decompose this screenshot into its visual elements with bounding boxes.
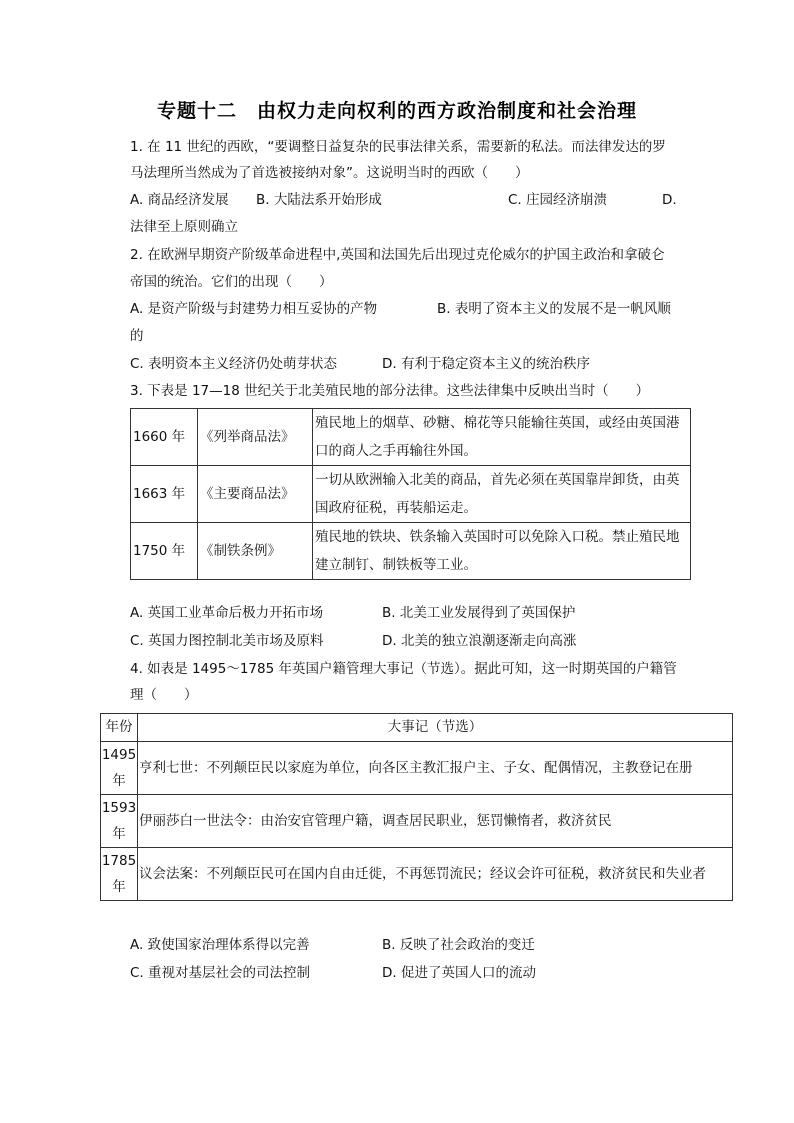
q2-stem-line2: 帝国的统治。它们的出现（ ）: [130, 274, 333, 290]
q3-law-table: [130, 408, 691, 580]
q4-option-b[interactable]: B. 反映了社会政治的变迁: [382, 937, 535, 953]
q3-option-a[interactable]: A. 英国工业革命后极力开拓市场: [130, 605, 324, 621]
q4-option-c[interactable]: C. 重视对基层社会的司法控制: [130, 965, 311, 981]
q2-stem-line1: 2. 在欧洲早期资产阶级革命进程中,英国和法国先后出现过克伦威尔的护国主政治和拿破仑: [130, 247, 665, 263]
table-row: [131, 523, 691, 580]
q2-option-b[interactable]: B. 表明了资本主义的发展不是一帆风顺: [437, 301, 671, 317]
q4-stem-line1: 4. 如表是 1495～1785 年英国户籍管理大事记（节选）。据此可知，这一时期英国的户籍管: [130, 661, 677, 677]
event-text: 伊丽莎白一世法令：由治安官管理户籍，调查居民职业，惩罚懒惰者，救济贫民: [138, 795, 733, 848]
law-content: 殖民地上的烟草、砂糖、棉花等只能输往英国，或经由英国港 口的商人之手再输往外国。: [313, 409, 691, 466]
q4-stem-line2: 理（ ）: [130, 687, 198, 703]
q2-option-c[interactable]: C. 表明资本主义经济仍处萌芽状态: [130, 356, 338, 372]
q3-option-c[interactable]: C. 英国力图控制北美市场及原料: [130, 633, 324, 649]
law-year: 1660 年: [131, 409, 198, 466]
q2-option-b-cont[interactable]: 的: [130, 328, 144, 344]
q4-option-d[interactable]: D. 促进了英国人口的流动: [382, 965, 536, 981]
q1-option-c[interactable]: C. 庄园经济崩溃: [508, 192, 608, 208]
law-year: 1750 年: [131, 523, 198, 580]
q1-option-d[interactable]: D.: [662, 192, 677, 208]
q1-stem-line1: 1. 在 11 世纪的西欧，“要调整日益复杂的民事法律关系，需要新的私法。而法律发达的罗: [130, 139, 666, 155]
table-row: [131, 409, 691, 466]
event-text: 议会法案：不列颠臣民可在国内自由迁徙，不再惩罚流民；经议会许可征税，救济贫民和失业者: [138, 848, 733, 901]
law-year: 1663 年: [131, 466, 198, 523]
q3-stem: 3. 下表是 17—18 世纪关于北美殖民地的部分法律。这些法律集中反映出当时（ ）: [130, 383, 650, 399]
law-name: 《制铁条例》: [198, 523, 313, 580]
header-event: 大事记（节选）: [138, 714, 733, 742]
table-row: [131, 466, 691, 523]
q2-option-a[interactable]: A. 是资产阶级与封建势力相互妥协的产物: [130, 301, 378, 317]
event-year: 1785 年: [101, 848, 138, 901]
q1-option-b[interactable]: B. 大陆法系开始形成: [256, 192, 382, 208]
q1-option-d-text[interactable]: 法律至上原则确立: [130, 219, 238, 235]
event-text: 亨利七世：不列颠臣民以家庭为单位，向各区主教汇报户主、子女、配偶情况，主教登记在册: [138, 742, 733, 795]
q3-option-d[interactable]: D. 北美的独立浪潮逐渐走向高涨: [382, 633, 577, 649]
table-row: [101, 848, 733, 901]
law-name: 《主要商品法》: [198, 466, 313, 523]
table-row: [101, 795, 733, 848]
q1-option-a[interactable]: A. 商品经济发展: [130, 192, 229, 208]
event-year: 1495 年: [101, 742, 138, 795]
table-header-row: [101, 714, 733, 742]
q1-stem-line2: 马法理所当然成为了首选被接纳对象”。这说明当时的西欧（ ）: [130, 165, 529, 181]
table-row: [101, 742, 733, 795]
law-content: 一切从欧洲输入北美的商品，首先必须在英国靠岸卸货，由英 国政府征税，再装船运走。: [313, 466, 691, 523]
q4-event-table: [100, 713, 733, 901]
law-content: 殖民地的铁块、铁条输入英国时可以免除入口税。禁止殖民地 建立制钉、制铁板等工业。: [313, 523, 691, 580]
header-year: 年份: [101, 714, 138, 742]
law-name: 《列举商品法》: [198, 409, 313, 466]
page-title: 专题十二 由权力走向权利的西方政治制度和社会治理: [156, 100, 637, 122]
q4-option-a[interactable]: A. 致使国家治理体系得以完善: [130, 937, 310, 953]
event-year: 1593 年: [101, 795, 138, 848]
q3-option-b[interactable]: B. 北美工业发展得到了英国保护: [382, 605, 576, 621]
q2-option-d[interactable]: D. 有利于稳定资本主义的统治秩序: [382, 356, 590, 372]
